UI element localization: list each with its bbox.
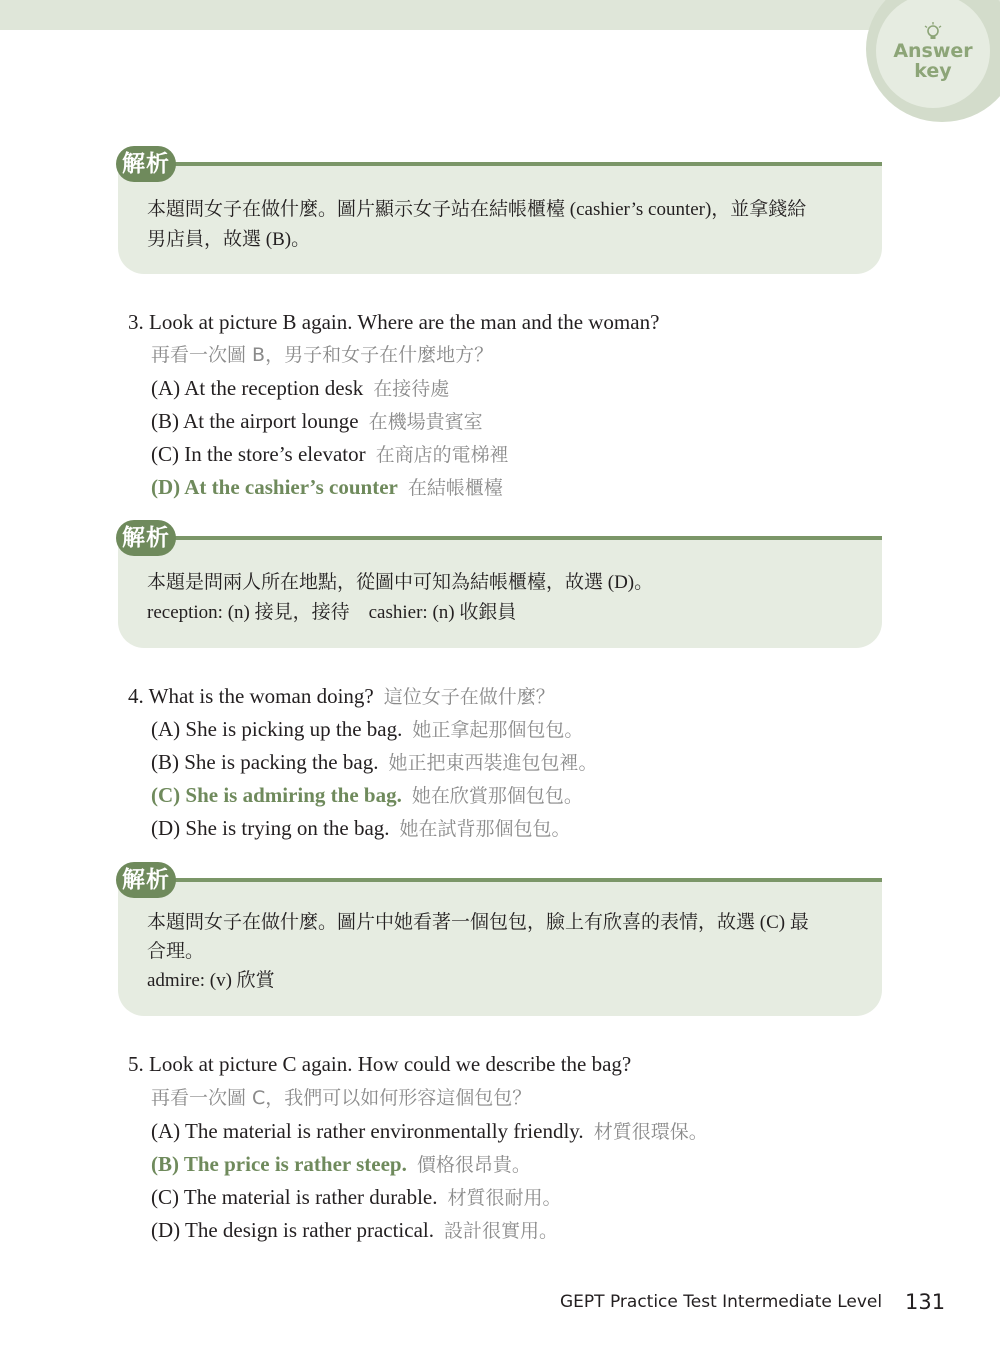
explanation-divider xyxy=(170,162,882,166)
explanation-text: 本題問女子在做什麼。圖片中她看著一個包包，臉上有欣喜的表情，故選 (C) 最 xyxy=(147,912,809,933)
option-4c-correct xyxy=(151,782,583,809)
option-4b xyxy=(151,749,597,776)
option-text: (A) The material is rather environmentally friendly. xyxy=(151,1119,584,1143)
question-3: 3. Look at picture B again. Where are the man and the woman? xyxy=(128,310,660,334)
explanation-text: 本題問女子在做什麼。圖片顯示女子站在結帳櫃檯 (cashier’s counter)，並拿錢給 xyxy=(147,199,807,220)
option-translation: 她正把東西裝進包包裡。 xyxy=(388,752,598,774)
correct-option-text: (B) The price is rather steep. xyxy=(151,1152,407,1176)
option-text: (C) The material is rather durable. xyxy=(151,1185,438,1209)
badge-line-1: Answer xyxy=(893,40,973,62)
page-number: 131 xyxy=(905,1290,946,1314)
lightbulb-icon xyxy=(924,22,942,42)
footer-title: GEPT Practice Test Intermediate Level xyxy=(560,1292,883,1312)
option-translation: 她正拿起那個包包。 xyxy=(412,719,584,741)
option-text: (B) She is packing the bag. xyxy=(151,750,379,774)
option-translation: 材質很耐用。 xyxy=(447,1187,562,1209)
explanation-panel xyxy=(118,880,882,1016)
option-translation: 她在試背那個包包。 xyxy=(399,818,571,840)
correct-option-text: (D) At the cashier’s counter xyxy=(151,475,398,499)
question-translation: 這位女子在做什麼？ xyxy=(383,686,555,708)
option-text: (A) She is picking up the bag. xyxy=(151,717,403,741)
option-4d xyxy=(151,815,571,842)
explanation-text: 本題是問兩人所在地點，從圖中可知為結帳櫃檯，故選 (D)。 xyxy=(147,572,654,593)
option-5c xyxy=(151,1184,562,1211)
explanation-divider xyxy=(170,536,882,540)
explanation-text: 合理。 xyxy=(147,941,205,962)
option-4a xyxy=(151,716,583,743)
option-translation: 在商店的電梯裡 xyxy=(375,444,509,466)
question-4 xyxy=(128,683,555,710)
option-translation: 材質很環保。 xyxy=(593,1121,708,1143)
option-translation: 在接待處 xyxy=(373,378,450,400)
explanation-label: 解析 xyxy=(116,146,176,182)
correct-option-text: (C) She is admiring the bag. xyxy=(151,783,402,807)
option-text: (B) At the airport lounge xyxy=(151,409,359,433)
option-5b-correct xyxy=(151,1151,531,1178)
question-3-translation: 再看一次圖 B，男子和女子在什麼地方？ xyxy=(151,344,494,366)
explanation-divider xyxy=(170,878,882,882)
explanation-label: 解析 xyxy=(116,862,176,898)
option-translation: 設計很實用。 xyxy=(444,1220,559,1242)
option-3d-correct xyxy=(151,474,503,501)
option-translation: 在機場貴賓室 xyxy=(368,411,483,433)
option-text: (D) She is trying on the bag. xyxy=(151,816,390,840)
option-5a xyxy=(151,1118,708,1145)
option-5d xyxy=(151,1217,558,1244)
explanation-label: 解析 xyxy=(116,520,176,556)
option-text: (A) At the reception desk xyxy=(151,376,364,400)
question-5-translation: 再看一次圖 C，我們可以如何形容這個包包？ xyxy=(151,1087,532,1109)
explanation-text: admire: (v) 欣賞 xyxy=(147,970,275,991)
question-text: 4. What is the woman doing? xyxy=(128,684,374,708)
option-text: (C) In the store’s elevator xyxy=(151,442,366,466)
top-banner xyxy=(0,0,1000,30)
explanation-text: 男店員，故選 (B)。 xyxy=(147,229,311,250)
option-text: (D) The design is rather practical. xyxy=(151,1218,434,1242)
badge-line-2: key xyxy=(914,60,952,82)
option-translation: 在結帳櫃檯 xyxy=(407,477,503,499)
option-3a xyxy=(151,375,449,402)
option-translation: 她在欣賞那個包包。 xyxy=(411,785,583,807)
explanation-text: reception: (n) 接見，接待 cashier: (n) 收銀員 xyxy=(147,602,517,623)
option-3c xyxy=(151,441,509,468)
question-5: 5. Look at picture C again. How could we describe the bag? xyxy=(128,1052,632,1076)
option-translation: 價格很昂貴。 xyxy=(416,1154,531,1176)
option-3b xyxy=(151,408,483,435)
